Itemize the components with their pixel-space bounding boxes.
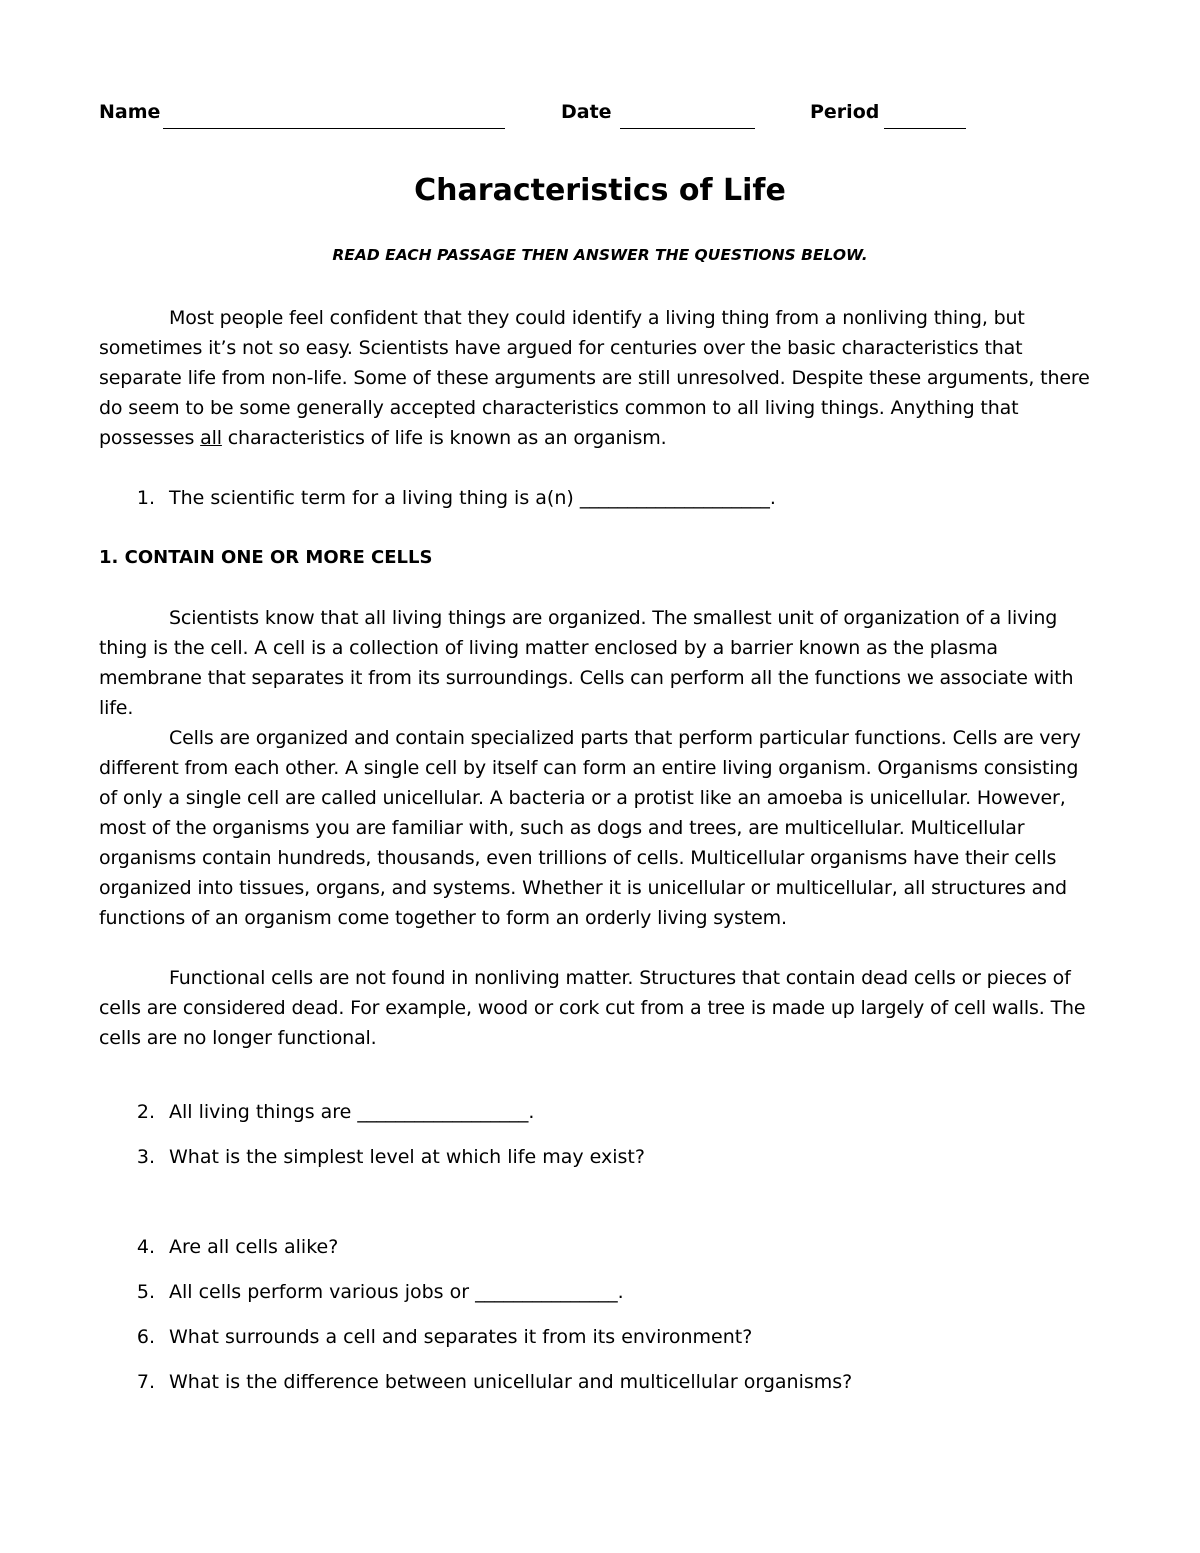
intro-paragraph xyxy=(99,303,1099,453)
cells-paragraph-2: Cells are organized and contain specialized parts that perform particular functions. Cells are very different from each other. A single cell by itself can form an entire living organism. Organisms consisting of only a single cell are called unicellular. A bacteria or a protist like an amoeba is unicellular. However, most of the organisms you are familiar with, such as dogs and trees, are multicellular. Multicellular organisms contain hundreds, thousands, even trillions of cells. Multicellular organisms have their cells organized into tissues, organs, and systems. Whether it is unicellular or multicellular, all structures and functions of an organism come together to form an orderly living system. xyxy=(99,727,1081,929)
intro-underlined-word: all xyxy=(200,427,222,449)
question-6 xyxy=(99,1322,1099,1352)
question-number: 4. xyxy=(136,1236,155,1258)
question-number: 6. xyxy=(136,1326,155,1348)
question-number: 7. xyxy=(136,1371,155,1393)
question-5 xyxy=(99,1277,1099,1307)
period-label: Period xyxy=(810,101,880,123)
period-blank-line xyxy=(884,128,966,129)
question-text: All cells perform various jobs or _______________. xyxy=(169,1281,624,1303)
question-number: 3. xyxy=(136,1146,155,1168)
question-text: The scientific term for a living thing is a(n) ____________________. xyxy=(169,487,776,509)
question-text: What surrounds a cell and separates it from its environment? xyxy=(169,1326,753,1348)
question-text: What is the simplest level at which life may exist? xyxy=(169,1146,645,1168)
question-3 xyxy=(99,1142,1099,1172)
question-text: What is the difference between unicellular and multicellular organisms? xyxy=(169,1371,853,1393)
question-number: 5. xyxy=(136,1281,155,1303)
cells-paragraph-1: Scientists know that all living things are organized. The smallest unit of organization of a living thing is the cell. A cell is a collection of living matter enclosed by a barrier known as the plasma membrane that separates it from its surroundings. Cells can perform all the functions we associate with life. xyxy=(99,607,1074,719)
question-4 xyxy=(99,1232,1099,1262)
intro-text-after: characteristics of life is known as an organism. xyxy=(221,427,667,449)
name-label: Name xyxy=(99,101,161,123)
question-number: 1. xyxy=(136,487,155,509)
date-blank-line xyxy=(620,128,755,129)
date-label: Date xyxy=(561,101,612,123)
question-7 xyxy=(99,1367,1099,1397)
name-blank-line xyxy=(163,128,505,129)
question-text: All living things are __________________. xyxy=(169,1101,535,1123)
page-title: Characteristics of Life xyxy=(414,173,786,208)
question-text: Are all cells alike? xyxy=(169,1236,339,1258)
question-number: 2. xyxy=(136,1101,155,1123)
intro-text-before: Most people feel confident that they could identify a living thing from a nonliving thing, but sometimes it’s not so easy. Scientists have argued for centuries over the basic characteristics that separate life from non-life. Some of these arguments are still unresolved. Despite these arguments, there do seem to be some generally accepted characteristics common to all living things. Anything that possesses xyxy=(99,307,1090,449)
cells-paragraph-3: Functional cells are not found in nonliving matter. Structures that contain dead cells or pieces of cells are considered dead. For example, wood or cork cut from a tree is made up largely of cell walls. The cells are no longer functional. xyxy=(99,967,1086,1049)
student-info-header xyxy=(99,101,979,131)
section-heading-cells: 1. CONTAIN ONE OR MORE CELLS xyxy=(99,547,433,568)
instructions: READ EACH PASSAGE THEN ANSWER THE QUESTIONS BELOW. xyxy=(332,246,868,264)
question-2 xyxy=(99,1097,1099,1127)
question-1 xyxy=(99,483,1099,513)
